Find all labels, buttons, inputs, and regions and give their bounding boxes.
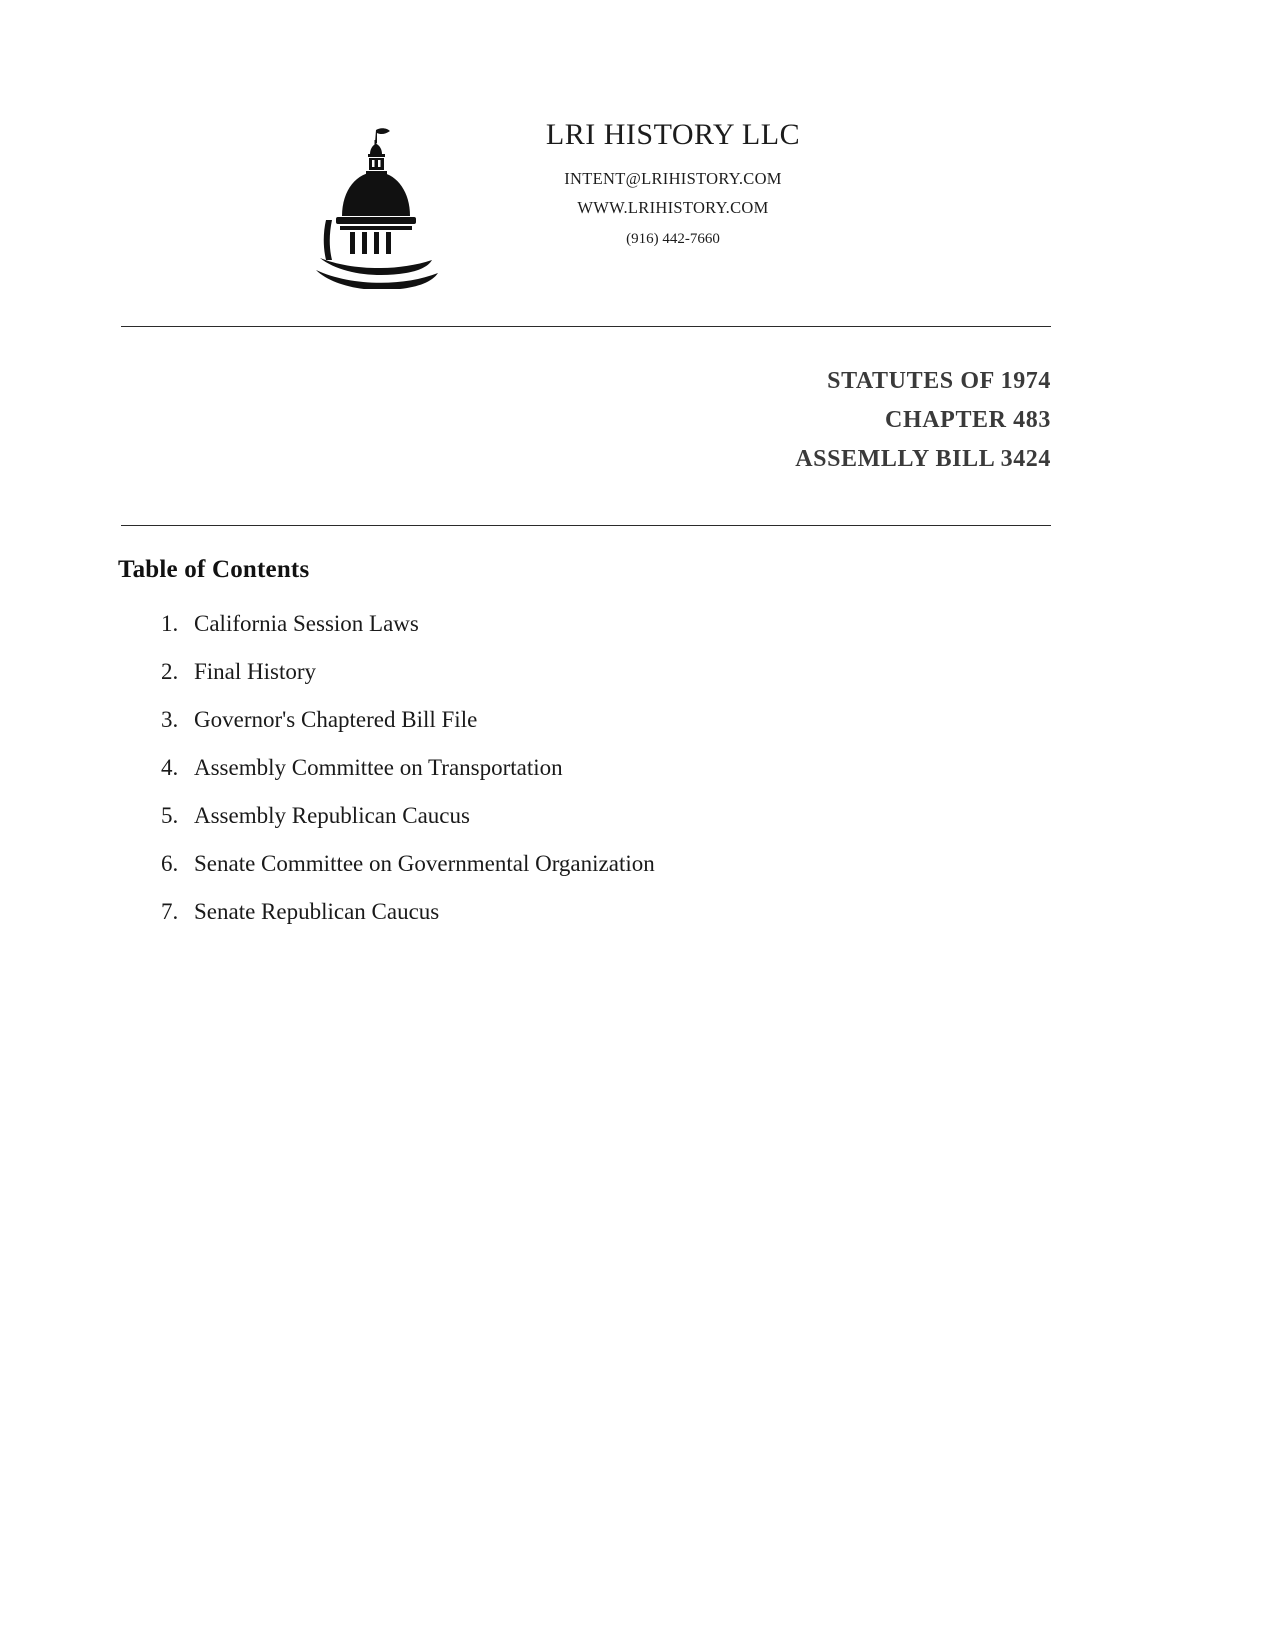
list-item: 4. Assembly Committee on Transportation <box>184 756 1084 779</box>
list-item: 3. Governor's Chaptered Bill File <box>184 708 1084 731</box>
list-item: 7. Senate Republican Caucus <box>184 900 1084 923</box>
list-item: 6. Senate Committee on Governmental Organization <box>184 852 1084 875</box>
org-phone: (916) 442-7660 <box>626 230 720 247</box>
letterhead <box>0 118 1276 289</box>
org-name: LRI HISTORY LLC <box>545 118 801 151</box>
logo-container <box>288 118 463 289</box>
divider-top <box>121 326 1051 327</box>
list-item: 2. Final History <box>184 660 1084 683</box>
table-of-contents-list <box>118 612 1084 948</box>
capitol-dome-icon <box>306 124 446 289</box>
divider-bottom <box>121 525 1051 526</box>
list-item: 5. Assembly Republican Caucus <box>184 804 1084 827</box>
page-title: Table of Contents <box>118 556 310 583</box>
org-website: WWW.LRIHISTORY.COM <box>577 197 769 217</box>
title-block <box>121 362 1051 479</box>
bill-number: ASSEMLLY BILL 3424 <box>795 445 1051 472</box>
chapter-number: CHAPTER 483 <box>885 406 1051 433</box>
org-info <box>493 118 853 253</box>
org-email: INTENT@LRIHISTORY.COM <box>564 169 782 188</box>
list-item: 1. California Session Laws <box>184 612 1084 635</box>
statutes-year: STATUTES OF 1974 <box>827 368 1051 394</box>
